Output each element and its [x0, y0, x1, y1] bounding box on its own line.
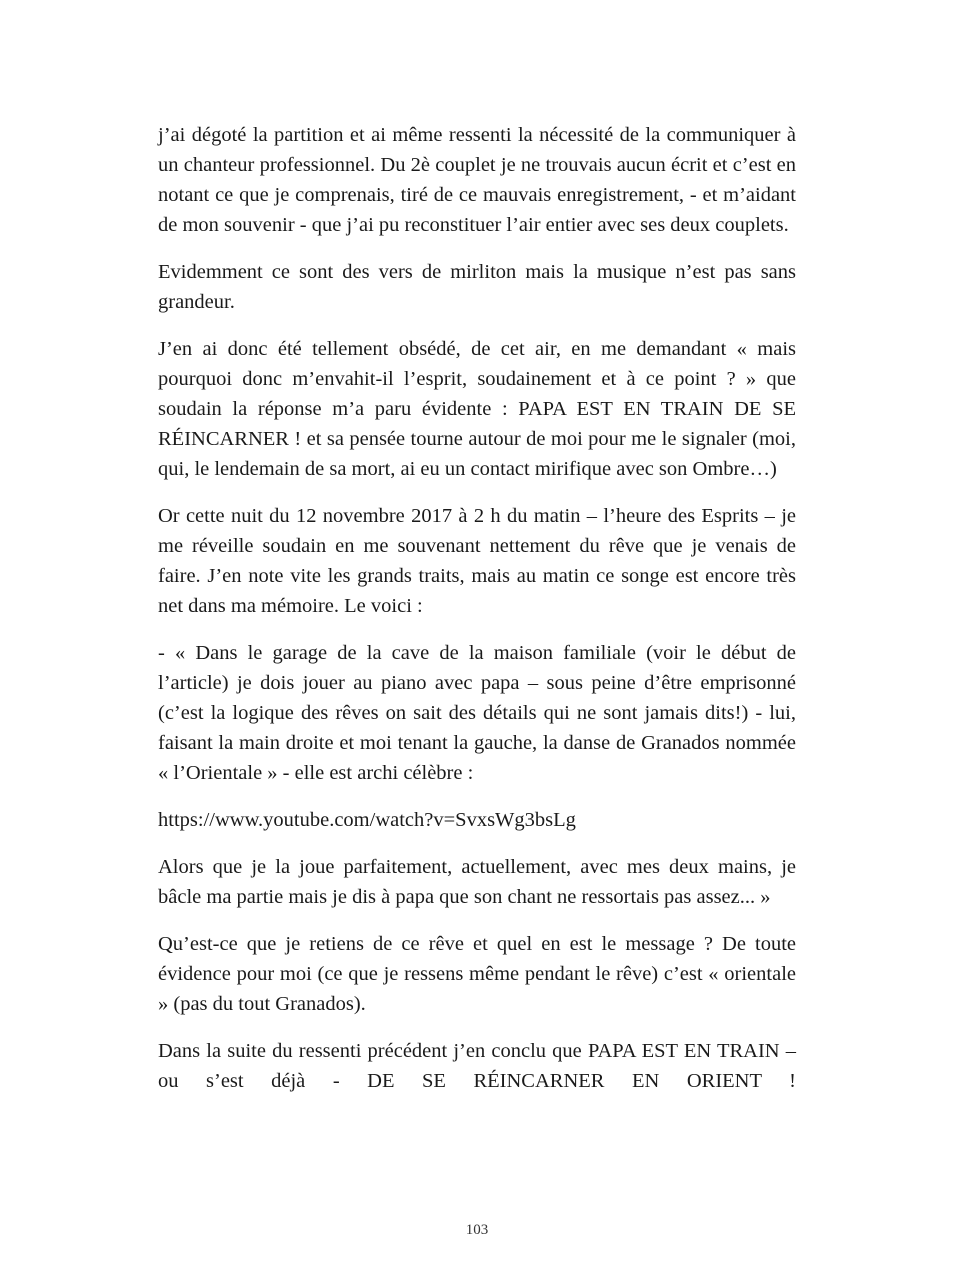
- page-number: 103: [465, 1222, 489, 1238]
- paragraph-7: Alors que je la joue parfaitement, actuellement, avec mes deux mains, je bâcle ma partie mais je dis à papa que son chant ne ressortais pas assez... »: [158, 856, 796, 908]
- paragraph-1: j’ai dégoté la partition et ai même ressenti la nécessité de la communiquer à un chanteur professionnel. Du 2è couplet je ne trouvais aucun écrit et c’est en notant ce que je comprenais, tiré de ce mauvais enregistrement, - et m’aidant de mon souvenir - que j’ai pu reconstituer l’air entier avec ses deux couplets.: [158, 124, 796, 236]
- url-line: https://www.youtube.com/watch?v=SvxsWg3bsLg: [158, 809, 576, 831]
- paragraph-4: Or cette nuit du 12 novembre 2017 à 2 h du matin – l’heure des Esprits – je me réveille soudain en me souvenant nettement du rêve que je venais de faire. J’en note vite les grands traits, mais au matin ce songe est encore très net dans ma mémoire. Le voici :: [158, 505, 796, 617]
- paragraph-5: - « Dans le garage de la cave de la maison familiale (voir le début de l’article) je dois jouer au piano avec papa – sous peine d’être emprisonné (c’est la logique des rêves on sait des détails qui ne sont jamais dits!) - lui, faisant la main droite et moi tenant la gauche, la danse de Granados nommée « l’Orientale » - elle est archi célèbre :: [158, 642, 796, 784]
- paragraph-8: Qu’est-ce que je retiens de ce rêve et quel en est le message ? De toute évidence pour moi (ce que je ressens même pendant le rêve) c’est « orientale » (pas du tout Granados).: [158, 933, 796, 1015]
- body-text: [158, 120, 796, 1113]
- paragraph-2: Evidemment ce sont des vers de mirliton mais la musique n’est pas sans grandeur.: [158, 261, 796, 313]
- paragraph-3: J’en ai donc été tellement obsédé, de cet air, en me demandant « mais pourquoi donc m’envahit-il l’esprit, soudainement et à ce point ? » que soudain la réponse m’a paru évidente : PAPA EST EN TRAIN DE SE RÉINCARNER ! et sa pensée tourne autour de moi pour me le signaler (moi, qui, le lendemain de sa mort, ai eu un contact mirifique avec son Ombre…): [158, 338, 796, 480]
- paragraph-9: Dans la suite du ressenti précédent j’en conclu que PAPA EST EN TRAIN – ou s’est déjà - DE SE RÉINCARNER EN ORIENT !: [158, 1040, 796, 1092]
